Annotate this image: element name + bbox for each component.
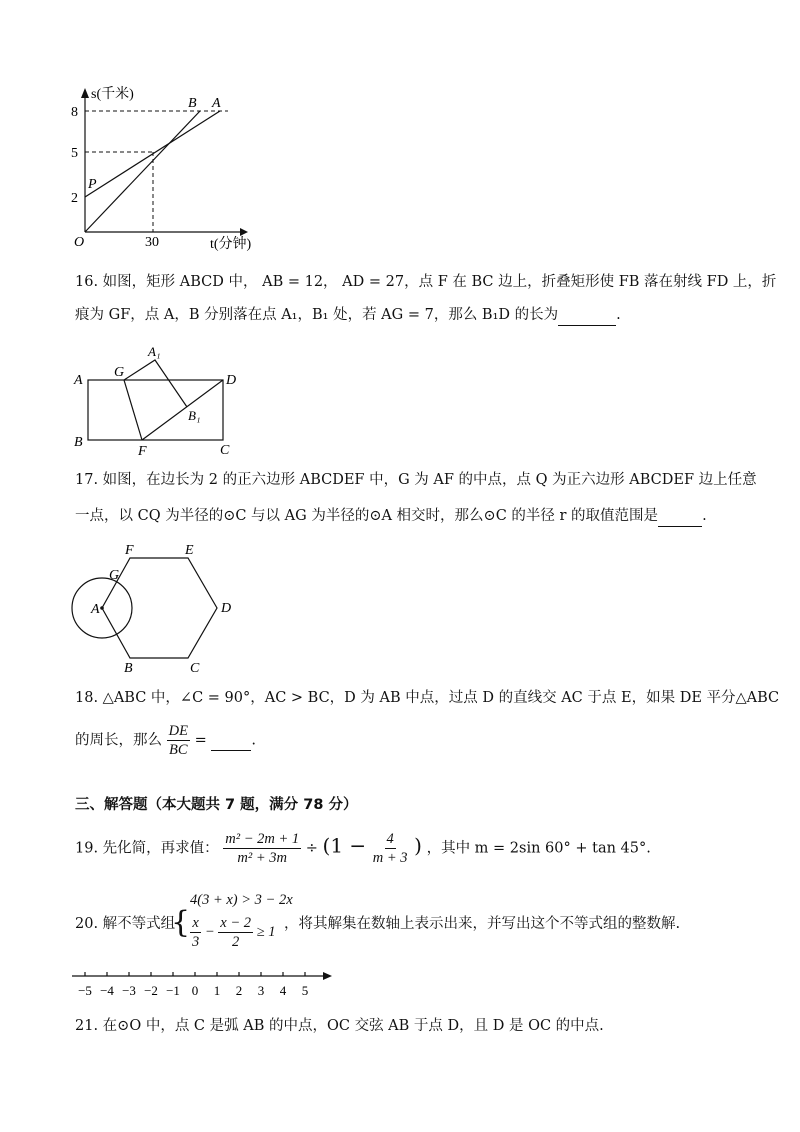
q20-inequality-1: 4(3 + x) > 3 − 2x (190, 892, 293, 908)
q20-frac-a-den: 3 (192, 934, 200, 950)
q18-frac-num: DE (168, 723, 188, 739)
number-line-tick-label: 1 (213, 983, 221, 998)
q19-frac1-den: m² + 3m (237, 850, 287, 866)
label-a1: A₁ (148, 344, 161, 359)
x-axis-arrow (240, 228, 248, 236)
x-axis-label: t(分钟) (210, 237, 252, 252)
q20-ineq2-tail: ≥ 1 (256, 923, 276, 940)
x-tick-30: 30 (145, 235, 159, 250)
point-label-a: A (212, 96, 221, 111)
q17-line2-end: . (702, 508, 707, 524)
line-ob (85, 111, 200, 232)
label-a: A (74, 373, 83, 388)
q20-frac-b (218, 914, 253, 951)
q18-equals: = (194, 732, 212, 749)
q20-frac-b-num: x − 2 (220, 915, 252, 931)
number-line-tick-label: 3 (257, 983, 265, 998)
y-axis-label: s(千米) (91, 87, 134, 102)
number-line-tick-label: −4 (100, 983, 114, 998)
q20-start: 20. 解不等式组 (75, 916, 176, 932)
folded-segment (124, 360, 187, 407)
crease-gf (124, 380, 142, 440)
rectangle-abcd (88, 380, 223, 440)
number-line-arrow (323, 972, 332, 980)
label-f: F (138, 444, 147, 459)
q19-frac2-den: m + 3 (372, 850, 408, 866)
number-line-tick-label: 0 (191, 983, 199, 998)
q16-line1: 16. 如图，矩形 ABCD 中， AB = 12， AD = 27，点 F 在 BC 边上，折叠矩形使 FB 落在射线 FD 上，折 (75, 274, 777, 290)
q17-line2 (75, 506, 707, 527)
q18-line2 (75, 722, 256, 759)
number-line-tick-label: 5 (301, 983, 309, 998)
q19-frac2-num: 4 (386, 831, 394, 847)
rectangle-fold-figure (70, 340, 250, 460)
q19-paren-left: (1 − (322, 833, 367, 858)
q19-fraction-1 (223, 830, 301, 867)
number-line-tick-label: −1 (166, 983, 180, 998)
label-a: A (91, 602, 100, 617)
hexagon-figure (65, 540, 245, 675)
q18-line2-start: 的周长，那么 (75, 732, 162, 749)
q20-frac-a-num: x (192, 915, 199, 931)
q18-frac-den: BC (169, 742, 188, 758)
q18-line2-tail: . (251, 732, 256, 749)
q16-answer-blank[interactable] (558, 305, 616, 326)
label-g: G (109, 568, 120, 583)
center-a (100, 606, 104, 610)
label-f: F (125, 543, 134, 558)
q20-brace: { (171, 905, 191, 940)
label-b: B (124, 661, 133, 675)
distance-time-graph (60, 82, 260, 252)
point-label-p: P (88, 177, 97, 192)
y-tick-5: 5 (71, 146, 78, 161)
q20-tail: ，将其解集在数轴上表示出来，并写出这个不等式组的整数解. (284, 916, 681, 932)
q19-fraction-2 (371, 830, 410, 867)
q20-frac-b-den: 2 (232, 934, 240, 950)
q19-paren-right: ) (414, 833, 422, 858)
origin-label: O (74, 235, 85, 250)
label-d: D (226, 373, 237, 388)
y-tick-2: 2 (71, 191, 78, 206)
q20-inequality-2: $\frac{x}{3}$ − $\frac{x - 2}{2}$ ≥ 1 (192, 915, 276, 950)
point-label-b: B (188, 96, 197, 111)
q16-line2-end: . (616, 307, 621, 323)
number-line-tick-label: −2 (144, 983, 158, 998)
line-fd (142, 380, 223, 440)
label-d: D (221, 601, 232, 616)
q21-line: 21. 在⊙O 中，点 C 是弧 AB 的中点，OC 交弦 AB 于点 D，且 D 是 OC 的中点. (75, 1018, 604, 1034)
q19-start: 19. 先化简，再求值： (75, 840, 219, 857)
q19-divide: ÷ (305, 840, 318, 857)
q19-line (75, 830, 651, 867)
label-c: C (190, 661, 200, 675)
q17-line1: 17. 如图，在边长为 2 的正六边形 ABCDEF 中，G 为 AF 的中点，点 Q 为正六边形 ABCDEF 边上任意 (75, 472, 757, 488)
y-tick-8: 8 (71, 105, 78, 120)
hexagon-abcdef (102, 558, 217, 658)
number-line-tick-label: 2 (235, 983, 243, 998)
q17-line2-text: 一点，以 CQ 为半径的⊙C 与以 AG 为半径的⊙A 相交时，那么⊙C 的半径 r 的取值范围是 (75, 508, 659, 524)
label-c: C (220, 443, 230, 458)
q18-line1: 18. △ABC 中，∠C = 90°，AC > BC，D 为 AB 中点，过点 D 的直线交 AC 于点 E，如果 DE 平分△ABC (75, 690, 780, 706)
number-line-tick-label: −3 (122, 983, 136, 998)
q18-fraction (167, 722, 190, 759)
q20-frac-a (190, 914, 201, 951)
number-line (70, 966, 340, 1002)
number-line-tick-label: 4 (279, 983, 287, 998)
q16-line2 (75, 305, 621, 326)
label-b: B (74, 435, 83, 450)
section-3-title: 三、解答题（本大题共 7 题，满分 78 分） (75, 797, 358, 813)
label-g: G (114, 365, 125, 380)
q19-frac1-num: m² − 2m + 1 (225, 831, 300, 847)
label-e: E (185, 543, 194, 558)
q17-answer-blank[interactable] (658, 506, 702, 527)
line-pa (85, 111, 220, 197)
y-axis-arrow (81, 88, 89, 98)
q19-tail: ，其中 m = 2sin 60° + tan 45°. (426, 840, 651, 857)
label-b1: B₁ (188, 408, 201, 423)
number-line-tick-label: −5 (78, 983, 92, 998)
q18-answer-blank[interactable] (211, 732, 251, 751)
q16-line2-text: 痕为 GF，点 A，B 分别落在点 A₁，B₁ 处，若 AG = 7，那么 B₁D 的长为 (75, 307, 559, 323)
